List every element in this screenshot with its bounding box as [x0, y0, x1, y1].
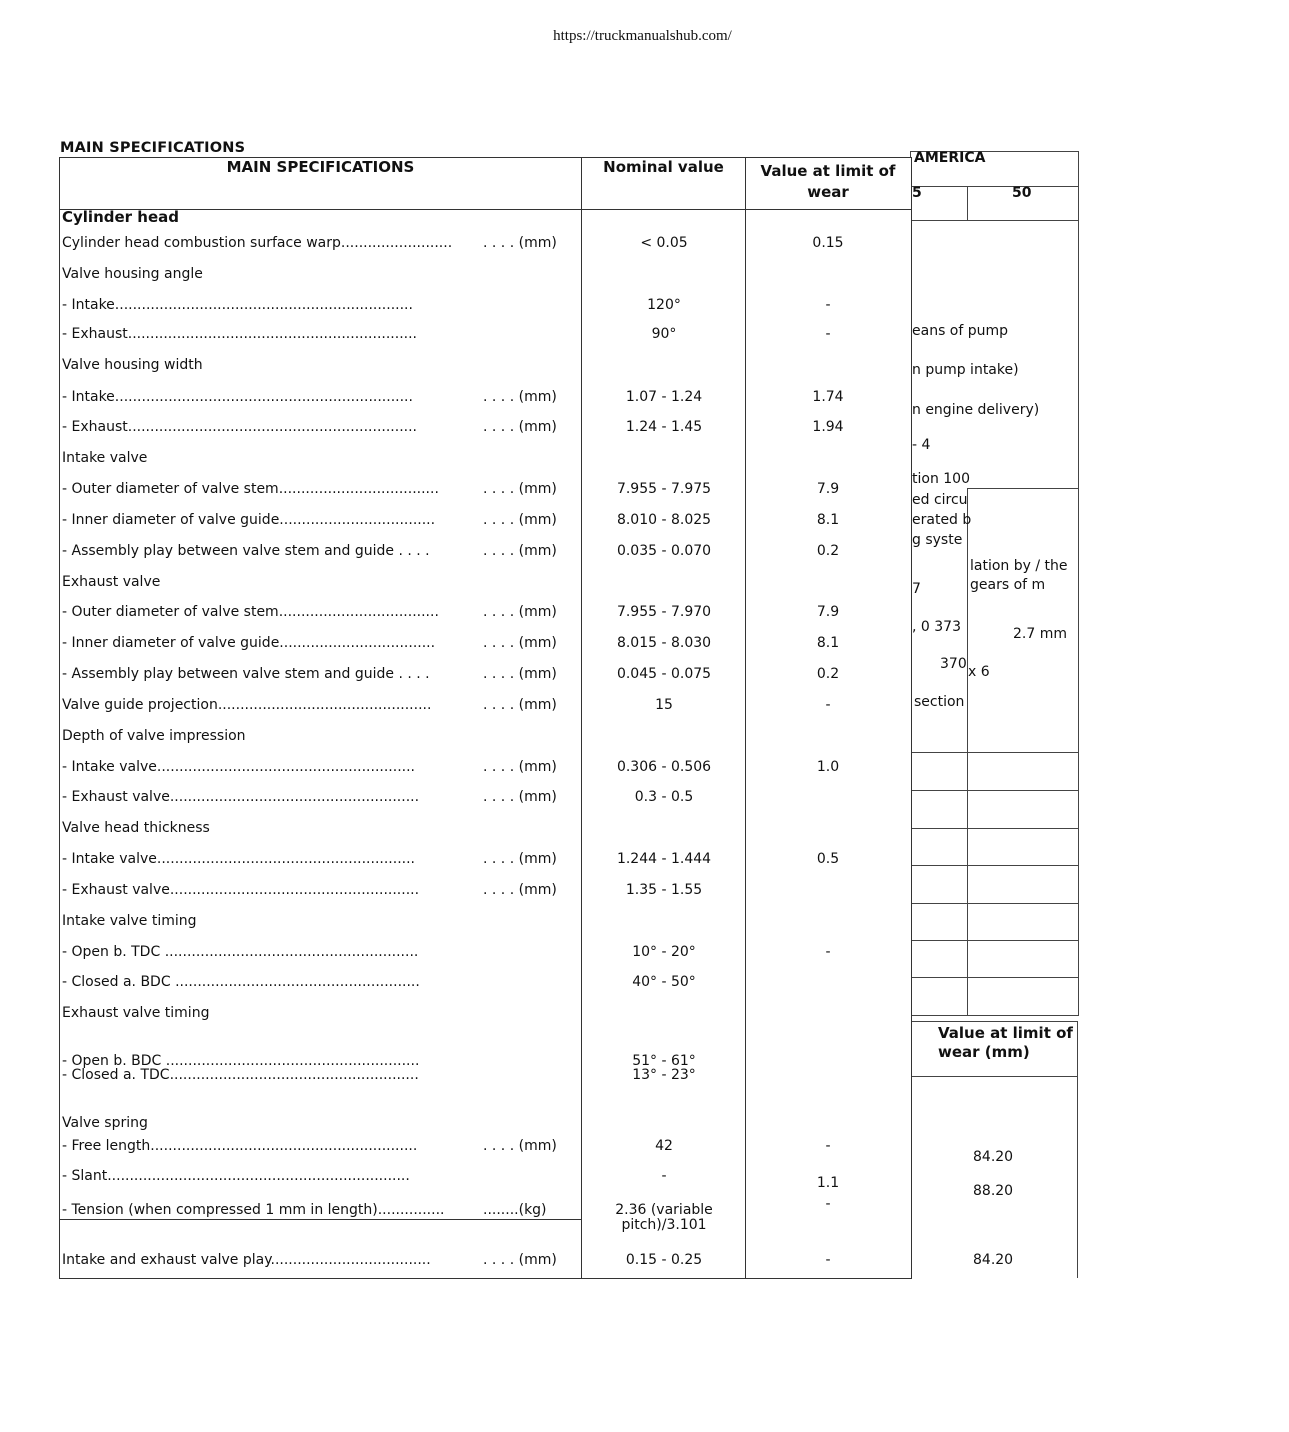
spec-label: - Inner diameter of valve guide...................................: [62, 512, 436, 528]
nominal-value: 51° - 61°: [632, 1053, 696, 1069]
bg-wear-value: 84.20: [973, 1252, 1014, 1268]
limit-of-wear-value: -: [825, 697, 831, 713]
spec-unit: . . . . (mm): [483, 235, 557, 251]
nominal-value: 1.07 - 1.24: [625, 389, 703, 405]
spec-label: Valve guide projection................................................: [62, 697, 432, 713]
table-row: [60, 974, 913, 994]
table-row: [60, 789, 913, 809]
table-row: [60, 944, 913, 964]
bg-text: g syste: [912, 532, 963, 548]
table-row: [60, 1168, 913, 1191]
spec-label: - Free length............................................................: [62, 1138, 418, 1154]
bg-america-label: AMERICA: [914, 150, 986, 166]
header-limit-of-wear: Value at limit of wear: [760, 162, 896, 201]
limit-of-wear-value: 1.94: [812, 419, 844, 435]
table-row: [60, 1252, 913, 1272]
spec-label: - Outer diameter of valve stem....................................: [62, 604, 439, 620]
spec-label: - Exhaust.................................................................: [62, 326, 418, 342]
page-url: https://truckmanualshub.com/: [553, 28, 732, 44]
nominal-value: 15: [655, 697, 673, 713]
bg-text: 370: [940, 656, 967, 672]
nominal-value: 90°: [651, 326, 677, 342]
nominal-value: 8.010 - 8.025: [616, 512, 712, 528]
nominal-value: 0.15 - 0.25: [625, 1252, 703, 1268]
spec-label: - Intake valve..........................................................: [62, 759, 416, 775]
section-heading-row: [60, 208, 913, 228]
spec-label: - Tension (when compressed 1 mm in length)...............: [62, 1202, 445, 1218]
bg-text: ed circu: [912, 492, 968, 508]
nominal-value: 0.306 - 0.506: [616, 759, 712, 775]
table-row: [60, 1005, 913, 1025]
bg-text: , 0 373: [912, 619, 961, 635]
nominal-value: 7.955 - 7.970: [616, 604, 712, 620]
limit-of-wear-value: 1.0: [816, 759, 840, 775]
spec-unit: . . . . (mm): [483, 759, 557, 775]
table-row: [60, 759, 913, 779]
limit-of-wear-value: 8.1: [816, 512, 840, 528]
nominal-value: 0.045 - 0.075: [616, 666, 712, 682]
table-row: [60, 666, 913, 686]
bg-text: tion 100: [912, 471, 970, 487]
bg-text: - 4: [912, 437, 931, 453]
spec-unit: . . . . (mm): [483, 666, 557, 682]
spec-label: - Exhaust valve........................................................: [62, 882, 420, 898]
limit-of-wear-value: -: [825, 944, 831, 960]
bg-text: section: [914, 694, 965, 710]
table-row: [60, 1138, 913, 1158]
spec-label: Intake valve timing: [62, 913, 197, 929]
spec-label: - Open b. BDC .........................................................: [62, 1053, 420, 1069]
spec-unit: . . . . (mm): [483, 419, 557, 435]
nominal-value: 8.015 - 8.030: [616, 635, 712, 651]
nominal-value: 1.24 - 1.45: [625, 419, 703, 435]
bg-wear-value: 88.20: [973, 1183, 1014, 1199]
spec-label: Cylinder head combustion surface warp.........................: [62, 235, 453, 251]
spec-unit: . . . . (mm): [483, 1252, 557, 1268]
limit-of-wear-value: -: [825, 297, 831, 313]
table-row: [60, 389, 913, 409]
spec-label: - Assembly play between valve stem and guide . . . .: [62, 666, 430, 682]
spec-label: - Intake...................................................................: [62, 297, 413, 313]
spec-label: - Exhaust valve........................................................: [62, 789, 420, 805]
nominal-value: 0.3 - 0.5: [634, 789, 694, 805]
limit-of-wear-value: 0.2: [816, 666, 840, 682]
spec-label: Valve spring: [62, 1115, 148, 1131]
table-row: [60, 512, 913, 532]
spec-unit: . . . . (mm): [483, 512, 557, 528]
nominal-value: 13° - 23°: [632, 1067, 696, 1083]
bg-text: n pump intake): [912, 362, 1019, 378]
bg-wear-value: 84.20: [973, 1149, 1014, 1165]
spec-label: Intake and exhaust valve play....................................: [62, 1252, 431, 1268]
nominal-value: 0.035 - 0.070: [616, 543, 712, 559]
nominal-value: 42: [655, 1138, 673, 1154]
nominal-value: < 0.05: [640, 235, 688, 251]
spec-unit: . . . . (mm): [483, 882, 557, 898]
spec-label: - Exhaust.................................................................: [62, 419, 418, 435]
table-row: [60, 1217, 913, 1237]
spec-unit: . . . . (mm): [483, 851, 557, 867]
limit-of-wear-value: -: [825, 326, 831, 342]
nominal-value: 1.35 - 1.55: [625, 882, 703, 898]
table-row: [60, 1067, 913, 1087]
spec-label: - Assembly play between valve stem and guide . . . .: [62, 543, 430, 559]
limit-of-wear-value: -: [825, 1196, 831, 1212]
spec-label: Exhaust valve timing: [62, 1005, 210, 1021]
spec-label: Valve housing angle: [62, 266, 203, 282]
bg-text: 7: [912, 581, 921, 597]
limit-of-wear-value: 0.2: [816, 543, 840, 559]
bg-text: erated b: [912, 512, 972, 528]
table-row: [60, 543, 913, 563]
table-row: [60, 481, 913, 501]
header-main-specifications: MAIN SPECIFICATIONS: [226, 158, 415, 176]
limit-of-wear-value: -: [825, 1138, 831, 1154]
main-specifications-table: [59, 157, 912, 1279]
spec-unit: ........(kg): [483, 1202, 547, 1218]
table-row: [60, 419, 913, 439]
limit-of-wear-value: 1.1: [816, 1175, 840, 1191]
spec-label: - Closed a. TDC........................................................: [62, 1067, 419, 1083]
nominal-value: 40° - 50°: [632, 974, 696, 990]
nominal-value: 120°: [647, 297, 681, 313]
limit-of-wear-value: 8.1: [816, 635, 840, 651]
table-row: [60, 326, 913, 346]
bg-text: n engine delivery): [912, 402, 1040, 418]
spec-label: - Intake valve..........................................................: [62, 851, 416, 867]
spec-unit: . . . . (mm): [483, 543, 557, 559]
limit-of-wear-value: -: [825, 1252, 831, 1268]
spec-label: - Closed a. BDC .......................................................: [62, 974, 420, 990]
limit-of-wear-value: 7.9: [816, 481, 840, 497]
table-row: [60, 450, 913, 470]
table-row: [60, 728, 913, 748]
nominal-value: 7.955 - 7.975: [616, 481, 712, 497]
table-row: [60, 820, 913, 840]
table-row: [60, 851, 913, 871]
bg-text: x 6: [968, 664, 990, 680]
spec-label: Cylinder head: [62, 208, 179, 226]
spec-unit: . . . . (mm): [483, 604, 557, 620]
table-row: [60, 882, 913, 902]
limit-of-wear-value: 0.5: [816, 851, 840, 867]
spec-label: Depth of valve impression: [62, 728, 246, 744]
spec-label: Intake valve: [62, 450, 148, 466]
spec-unit: . . . . (mm): [483, 481, 557, 497]
table-row: [60, 574, 913, 594]
spec-unit: . . . . (mm): [483, 389, 557, 405]
spec-label: Valve housing width: [62, 357, 203, 373]
spec-unit: . . . . (mm): [483, 697, 557, 713]
table-row: [60, 913, 913, 933]
bg-text: gears of m: [970, 577, 1046, 593]
limit-of-wear-value: 0.15: [812, 235, 844, 251]
table-row: [60, 635, 913, 655]
spec-unit: . . . . (mm): [483, 1138, 557, 1154]
spec-unit: . . . . (mm): [483, 635, 557, 651]
spec-label: - Slant....................................................................: [62, 1168, 410, 1184]
table-row: [60, 235, 913, 255]
table-row: [60, 357, 913, 377]
spec-label: Exhaust valve: [62, 574, 161, 590]
table-row: [60, 604, 913, 624]
nominal-value: 2.36 (variable: [615, 1202, 713, 1218]
spec-unit: . . . . (mm): [483, 789, 557, 805]
spec-label: - Inner diameter of valve guide...................................: [62, 635, 436, 651]
limit-of-wear-value: 7.9: [816, 604, 840, 620]
bg-text: 2.7 mm: [1013, 626, 1067, 642]
table-row: [60, 266, 913, 286]
nominal-value: pitch)/3.101: [621, 1217, 707, 1233]
nominal-value: 10° - 20°: [632, 944, 696, 960]
table-row: [60, 1115, 913, 1135]
spec-label: - Intake...................................................................: [62, 389, 413, 405]
spec-label: - Open b. TDC .........................................................: [62, 944, 419, 960]
nominal-value: -: [661, 1168, 667, 1184]
bg-col-5: 5: [912, 185, 922, 201]
bg-wear-header: Value at limit of wear (mm): [938, 1024, 1073, 1061]
spec-label: Valve head thickness: [62, 820, 210, 836]
header-nominal-value: Nominal value: [603, 158, 724, 176]
table-row: [60, 297, 913, 317]
bg-text: eans of pump: [912, 323, 1009, 339]
table-row: [60, 697, 913, 717]
nominal-value: 1.244 - 1.444: [616, 851, 712, 867]
bg-col-50: 50: [1012, 185, 1032, 201]
spec-label: - Outer diameter of valve stem....................................: [62, 481, 439, 497]
bg-text: lation by / the: [970, 558, 1068, 574]
limit-of-wear-value: 1.74: [812, 389, 844, 405]
page-heading: MAIN SPECIFICATIONS: [60, 140, 246, 156]
